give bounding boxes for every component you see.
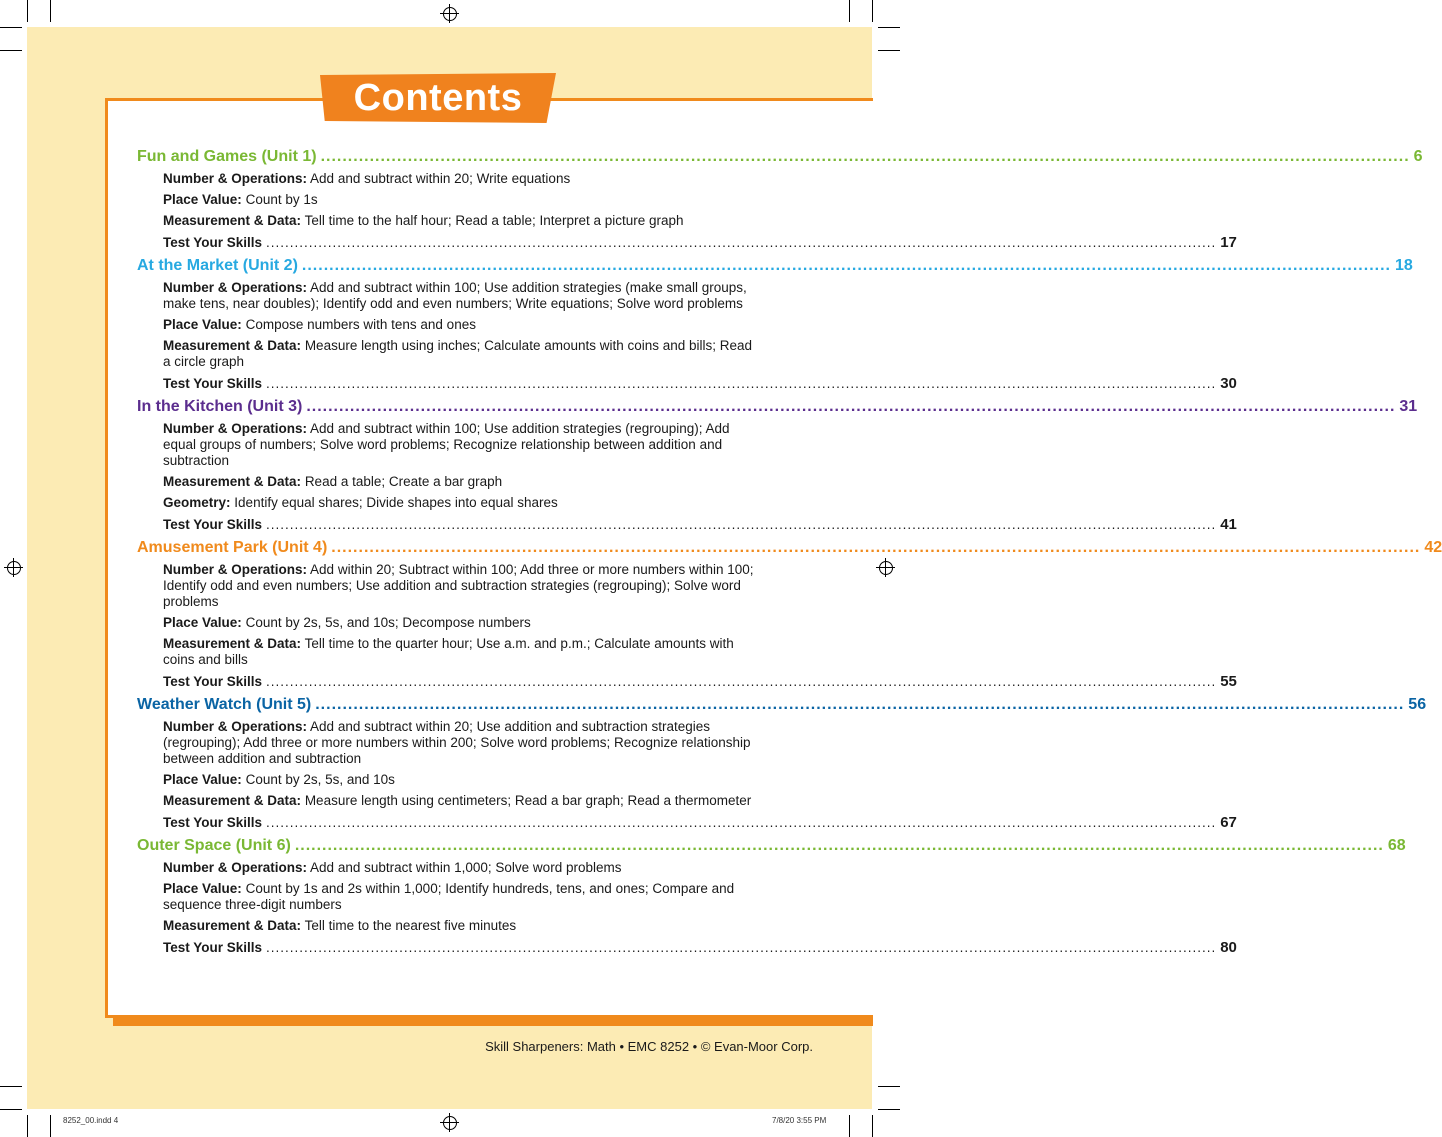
test-your-skills-row xyxy=(163,673,1237,691)
unit-heading xyxy=(137,397,1418,417)
unit-title: Fun and Games (Unit 1) xyxy=(137,148,317,165)
skill-text: Compose numbers with tens and ones xyxy=(245,317,476,332)
skill-line xyxy=(163,615,763,631)
registration-mark-icon xyxy=(443,7,457,21)
skill-text: Count by 1s and 2s within 1,000; Identify hundreds, tens, and ones; Compare and sequence three-digit numbers xyxy=(163,881,735,912)
skill-text: Measure length using inches; Calculate amounts with coins and bills; Read a circle graph xyxy=(163,338,753,369)
skill-text: Add and subtract within 20; Write equations xyxy=(310,171,571,186)
skill-line xyxy=(163,421,763,469)
test-label: Test Your Skills xyxy=(163,376,263,391)
leader-dots: ........................................................................................................................................................................................................ xyxy=(294,837,1384,854)
skill-line xyxy=(163,213,763,229)
crop-mark xyxy=(0,1086,22,1087)
crop-mark xyxy=(50,1115,51,1137)
skill-line xyxy=(163,192,763,208)
skill-label: Geometry: xyxy=(163,495,231,510)
skill-label: Place Value: xyxy=(163,192,242,207)
skill-line xyxy=(163,719,763,767)
skill-label: Number & Operations: xyxy=(163,719,308,734)
unit-page-number: 18 xyxy=(1394,257,1413,274)
skill-line xyxy=(163,338,763,370)
skill-text: Count by 2s, 5s, and 10s xyxy=(245,772,395,787)
crop-mark xyxy=(878,27,900,28)
test-label: Test Your Skills xyxy=(163,235,263,250)
test-your-skills-row xyxy=(163,516,1237,534)
skill-label: Measurement & Data: xyxy=(163,474,302,489)
skill-text: Add within 20; Subtract within 100; Add three or more numbers within 100; Identify odd and even numbers; Use addition and subtraction strategies (regrouping); Solve word problems xyxy=(163,562,754,609)
crop-mark xyxy=(872,1115,873,1137)
file-slug: 8252_00.indd 4 xyxy=(63,1116,119,1125)
leader-dots: ........................................................................................................................................................................................................ xyxy=(266,674,1217,689)
skill-line xyxy=(163,562,763,610)
skill-label: Place Value: xyxy=(163,615,242,630)
skill-line xyxy=(163,918,763,934)
skill-label: Place Value: xyxy=(163,317,242,332)
unit-title: Outer Space (Unit 6) xyxy=(137,837,291,854)
test-your-skills-row xyxy=(163,814,1237,832)
test-page-number: 41 xyxy=(1220,516,1237,533)
unit-heading xyxy=(137,836,1406,856)
skill-label: Number & Operations: xyxy=(163,860,308,875)
crop-mark xyxy=(0,50,22,51)
page-title: Contents xyxy=(353,77,523,119)
skill-label: Place Value: xyxy=(163,772,242,787)
test-page-number: 55 xyxy=(1220,673,1237,690)
test-page-number: 30 xyxy=(1220,375,1237,392)
unit-page-number: 56 xyxy=(1408,696,1427,713)
skill-text: Identify equal shares; Divide shapes into equal shares xyxy=(234,495,558,510)
skill-text: Add and subtract within 100; Use addition strategies (make small groups, make tens, near doubles); Identify odd and even numbers; Write equations; Solve word problems xyxy=(163,280,747,311)
crop-mark xyxy=(50,0,51,22)
skill-text: Count by 1s xyxy=(245,192,318,207)
leader-dots: ........................................................................................................................................................................................................ xyxy=(331,539,1421,556)
skill-text: Add and subtract within 1,000; Solve word problems xyxy=(310,860,622,875)
test-label: Test Your Skills xyxy=(163,674,263,689)
skill-text: Measure length using centimeters; Read a bar graph; Read a thermometer xyxy=(304,793,752,808)
unit-heading xyxy=(137,695,1427,715)
skill-line xyxy=(163,772,763,788)
skill-line xyxy=(163,280,763,312)
crop-mark xyxy=(849,0,850,22)
leader-dots: ........................................................................................................................................................................................................ xyxy=(266,517,1217,532)
skill-line xyxy=(163,636,763,668)
registration-mark-icon xyxy=(443,1116,457,1130)
skill-label: Number & Operations: xyxy=(163,280,308,295)
skill-text: Read a table; Create a bar graph xyxy=(304,474,503,489)
crop-mark xyxy=(878,1086,900,1087)
leader-dots: ........................................................................................................................................................................................................ xyxy=(266,235,1217,250)
test-your-skills-row xyxy=(163,939,1237,957)
crop-mark xyxy=(849,1115,850,1137)
registration-mark-icon xyxy=(879,561,893,575)
crop-mark xyxy=(878,50,900,51)
skill-line xyxy=(163,860,763,876)
test-page-number: 17 xyxy=(1220,234,1237,251)
leader-dots: ........................................................................................................................................................................................................ xyxy=(315,696,1405,713)
unit-heading xyxy=(137,256,1413,276)
skill-label: Measurement & Data: xyxy=(163,213,302,228)
unit-title: In the Kitchen (Unit 3) xyxy=(137,398,303,415)
unit-page-number: 6 xyxy=(1413,148,1423,165)
unit-page-number: 31 xyxy=(1399,398,1418,415)
crop-mark xyxy=(27,1115,28,1137)
skill-label: Number & Operations: xyxy=(163,171,308,186)
leader-dots: ........................................................................................................................................................................................................ xyxy=(266,376,1217,391)
test-label: Test Your Skills xyxy=(163,517,263,532)
leader-dots: ........................................................................................................................................................................................................ xyxy=(266,940,1217,955)
skill-text: Tell time to the quarter hour; Use a.m. and p.m.; Calculate amounts with coins and bills xyxy=(163,636,734,667)
crop-mark xyxy=(0,1109,22,1110)
skill-text: Count by 2s, 5s, and 10s; Decompose numbers xyxy=(245,615,531,630)
skill-line xyxy=(163,495,763,511)
skill-line xyxy=(163,474,763,490)
unit-title: Weather Watch (Unit 5) xyxy=(137,696,312,713)
test-your-skills-row xyxy=(163,234,1237,252)
skill-label: Measurement & Data: xyxy=(163,793,302,808)
crop-mark xyxy=(0,27,22,28)
test-label: Test Your Skills xyxy=(163,940,263,955)
skill-label: Measurement & Data: xyxy=(163,636,302,651)
unit-title: At the Market (Unit 2) xyxy=(137,257,298,274)
unit-page-number: 68 xyxy=(1387,837,1406,854)
unit-heading xyxy=(137,147,1423,167)
crop-mark xyxy=(878,1109,900,1110)
skill-text: Add and subtract within 20; Use addition and subtraction strategies (regrouping); Add three or more numbers within 200; Solve word problems; Recognize relationship between addition and subtraction xyxy=(163,719,751,766)
unit-page-number: 42 xyxy=(1424,539,1442,556)
skill-label: Place Value: xyxy=(163,881,242,896)
skill-line xyxy=(163,881,763,913)
skill-label: Measurement & Data: xyxy=(163,338,302,353)
test-your-skills-row xyxy=(163,375,1237,393)
leader-dots: ........................................................................................................................................................................................................ xyxy=(320,148,1410,165)
leader-dots: ........................................................................................................................................................................................................ xyxy=(301,257,1391,274)
footer-credit: Skill Sharpeners: Math • EMC 8252 • © Evan-Moor Corp. xyxy=(485,1039,813,1054)
skill-line xyxy=(163,793,763,809)
test-label: Test Your Skills xyxy=(163,815,263,830)
unit-title: Amusement Park (Unit 4) xyxy=(137,539,328,556)
skill-line xyxy=(163,171,763,187)
skill-label: Number & Operations: xyxy=(163,562,308,577)
skill-text: Tell time to the nearest five minutes xyxy=(304,918,517,933)
skill-text: Add and subtract within 100; Use addition strategies (regrouping); Add equal groups of numbers; Solve word problems; Recognize relationship between addition and subtraction xyxy=(163,421,730,468)
table-of-contents xyxy=(137,143,1442,957)
leader-dots: ........................................................................................................................................................................................................ xyxy=(306,398,1396,415)
crop-mark xyxy=(872,0,873,22)
skill-text: Tell time to the half hour; Read a table; Interpret a picture graph xyxy=(304,213,684,228)
date-slug: 7/8/20 3:55 PM xyxy=(772,1116,827,1125)
unit-heading xyxy=(137,538,1442,558)
leader-dots: ........................................................................................................................................................................................................ xyxy=(266,815,1217,830)
skill-line xyxy=(163,317,763,333)
registration-mark-icon xyxy=(7,561,21,575)
skill-label: Measurement & Data: xyxy=(163,918,302,933)
skill-label: Number & Operations: xyxy=(163,421,308,436)
test-page-number: 67 xyxy=(1220,814,1237,831)
crop-mark xyxy=(27,0,28,22)
test-page-number: 80 xyxy=(1220,939,1237,956)
